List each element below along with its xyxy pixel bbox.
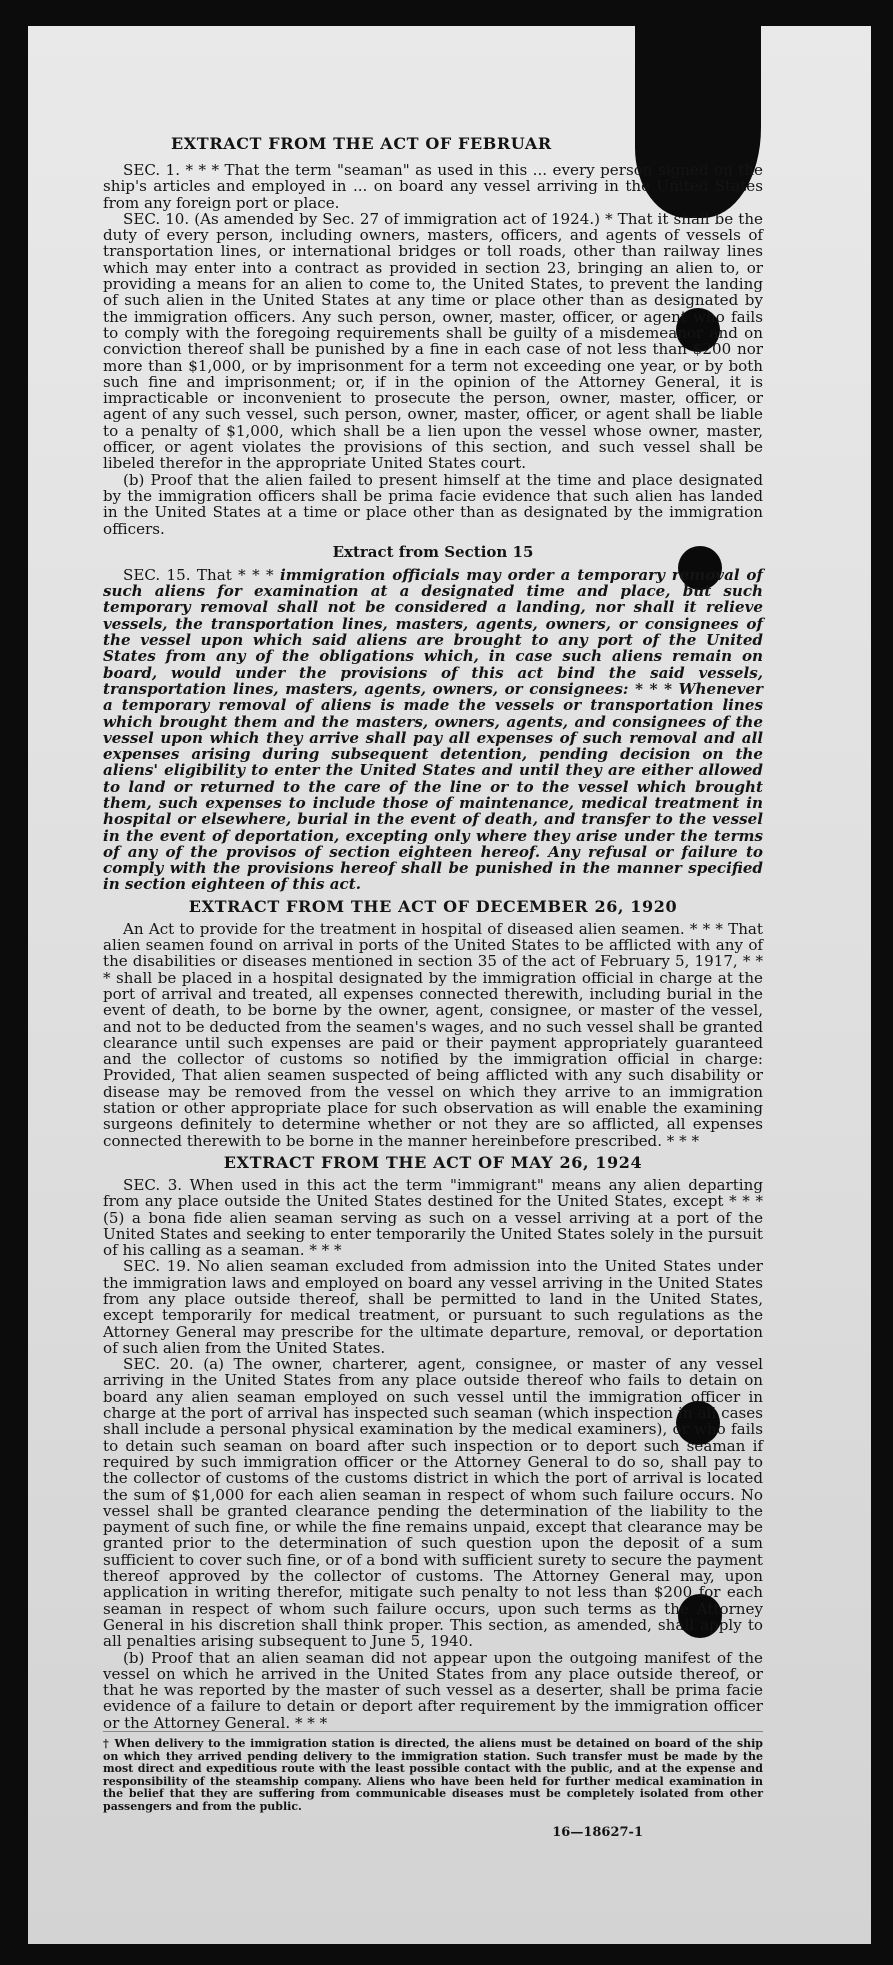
section-10: SEC. 10. (As amended by Sec. 27 of immigration act of 1924.) * That it shall be the duty of every person, including owners, masters, officers, and agents of vessels of transportation lines, or international bridges or toll roads, other than railway lines which may enter into a contract as provided in section 23, bringing an alien to, or providing a means for an alien to come to, the United States, to prevent the landing of such alien in the United States at any time or place other than as designated by the immigration officers. Any such person, owner, master, officer, or agent who fails to comply with the foregoing requirements shall be guilty of a misdemeanor and on conviction thereof shall be punished by a fine in each case of not less than $200 nor more than $1,000, or by imprisonment for a term not exceeding one year, or by both such fine and imprisonment; or, if in the opinion of the Attorney General, it is impracticable or inconvenient to prosecute the person, owner, master, officer, or agent of any such vessel, such person, owner, master, officer, or agent shall be liable to a penalty of $1,000, which shall be a lien upon the vessel whose owner, master, officer, or agent violates the provisions of this section, and such vessel shall be libeled therefor in the appropriate United States court. (103, 209, 763, 473)
section-20: SEC. 20. (a) The owner, charterer, agent, consignee, or master of any vessel arriving in the United States from any place outside thereof who fails to detain on board any alien seaman employed on such vessel until the immigration officer in charge at the port of arrival has inspected such seaman (which inspection in all cases shall include a personal physical examination by the medical examiners), or who fails to detain such seaman on board after such inspection or to deport such seaman if required by such immigration officer or the Attorney General to do so, shall pay to the collector of customs of the customs district in which the port of arrival is located the sum of $1,000 for each alien seaman in respect of whom such failure occurs. No vessel shall be granted clearance pending the determination of the liability to the payment of such fine, or while the fine remains unpaid, except that clearance may be granted prior to the determination of such question upon the deposit of a sum sufficient to cover such fine, or of a bond with sufficient surety to secure the payment thereof approved by the collector of customs. The Attorney General may, upon application in writing therefor, mitigate such penalty to not less than $200 for each seaman in respect of whom such failure occurs, upon such terms as the Attorney General in his discretion shall think proper. This section, as amended, shall apply to all penalties arising subsequent to June 5, 1940. (103, 1355, 763, 1651)
section-1: SEC. 1. * * * That the term "seaman" as used in this ... every person signed on the ship's articles and employed in ... on board any vessel arriving in the United States from any foreign port or place. (103, 161, 763, 212)
footnote: † When delivery to the immigration station is directed, the aliens must be detained on board of the ship on which they arrived pending delivery to the immigration station. Such transfer must be made by the most direct and expeditious route with the least possible contact with the public, and at the expense and responsibility of the steamship company. Aliens who have been held for further medical examination in the belief that they are suffering from communicable diseases must be completely isolated from other passengers and from the public. (103, 1731, 763, 1813)
document-body (103, 130, 763, 1841)
form-code: 16—18627-1 (552, 1825, 643, 1841)
heading-act-1924: EXTRACT FROM THE ACT OF MAY 26, 1924 (223, 1152, 643, 1172)
section-19: SEC. 19. No alien seaman excluded from admission into the United States under the immigration laws and employed on board any vessel arriving in the United States from any place outside thereof, shall be permitted to land in the United States, except temporarily for medical treatment, or pursuant to such regulations as the Attorney General may prescribe for the ultimate departure, removal, or deportation of such alien from the United States. (103, 1257, 763, 1357)
section-20b: (b) Proof that an alien seaman did not appear upon the outgoing manifest of the vessel on which he arrived in the United States from any place outside thereof, or that he was reported by the master of such vessel as a deserter, shall be prima facie evidence of a failure to detain or deport after requirement by the immigration officer or the Attorney General. * * * (103, 1648, 763, 1732)
section-15 (103, 567, 763, 893)
heading-act-1920: EXTRACT FROM THE ACT OF DECEMBER 26, 1920 (188, 896, 678, 916)
document-page (28, 26, 871, 1944)
section-15-heading: Extract from Section 15 (332, 542, 534, 561)
section-10b: (b) Proof that the alien failed to present himself at the time and place designated by the immigration officers shall be prima facie evidence that such alien has landed in the United States at a time or place other than as designated by the immigration officers. (103, 470, 763, 538)
section-15-lead: SEC. 15. That * * * (123, 565, 274, 584)
act-1920-text: An Act to provide for the treatment in hospital of diseased alien seamen. * * * That alien seamen found on arrival in ports of the United States to be afflicted with any of the disabilities or diseases mentioned in section 35 of the act of February 5, 1917, * * * shall be placed in a hospital designated by the immigration official in charge at the port of arrival and treated, all expenses connected therewith, including burial in the event of death, to be borne by the owner, agent, consignee, or master of the vessel, and not to be deducted from the seamen's wages, and no such vessel shall be granted clearance until such expenses are paid or their payment appropriately guaranteed and the collector of customs so notified by the immigration official in charge: Provided, That alien seamen suspected of being afflicted with any such disability or disease may be removed from the vessel on which they arrive to an immigration station or other appropriate place for such observation as will enable the examining surgeons definitely to determine whether or not they are so afflicted, all expenses connected therewith to be borne in the manner hereinbefore prescribed. * * * (103, 919, 763, 1150)
section-15-text: immigration officials may order a temporary removal of such aliens for examination at a designated time and place, but such temporary removal shall not be considered a landing, nor shall it relieve vessels, the transportation lines, masters, agents, owners, or consignees of the vessel upon which said aliens are brought to any port of the United States from any of the obligations which, in case such aliens remain on board, would under the provisions of this act bind the said vessels, transportation lines, masters, agents, owners, or consignees: * * * Whenever a temporary removal of aliens is made the vessels or transportation lines which brought them and the masters, owners, agents, and consignees of the vessel upon which they arrive shall pay all expenses of such removal and all expenses arising during subsequent detention, pending decision on the aliens' eligibility to enter the United States and until they are either allowed to land or returned to the care of the line or to the vessel which brought them, such expenses to include those of maintenance, medical treatment in hospital or elsewhere, burial in the event of death, and transfer to the vessel in the event of deportation, excepting only where they arise under the terms of any of the provisos of section eighteen hereof. Any refusal or failure to comply with the provisions hereof shall be punished in the manner specified in section eighteen of this act. (103, 565, 763, 894)
section-3: SEC. 3. When used in this act the term "immigrant" means any alien departing from any place outside the United States destined for the United States, except * * * (5) a bona fide alien seaman serving as such on a vessel arriving at a port of the United States and seeking to enter temporarily the United States solely in the pursuit of his calling as a seaman. * * * (103, 1175, 763, 1260)
document-title: EXTRACT FROM THE ACT OF FEBRUAR (171, 134, 552, 153)
